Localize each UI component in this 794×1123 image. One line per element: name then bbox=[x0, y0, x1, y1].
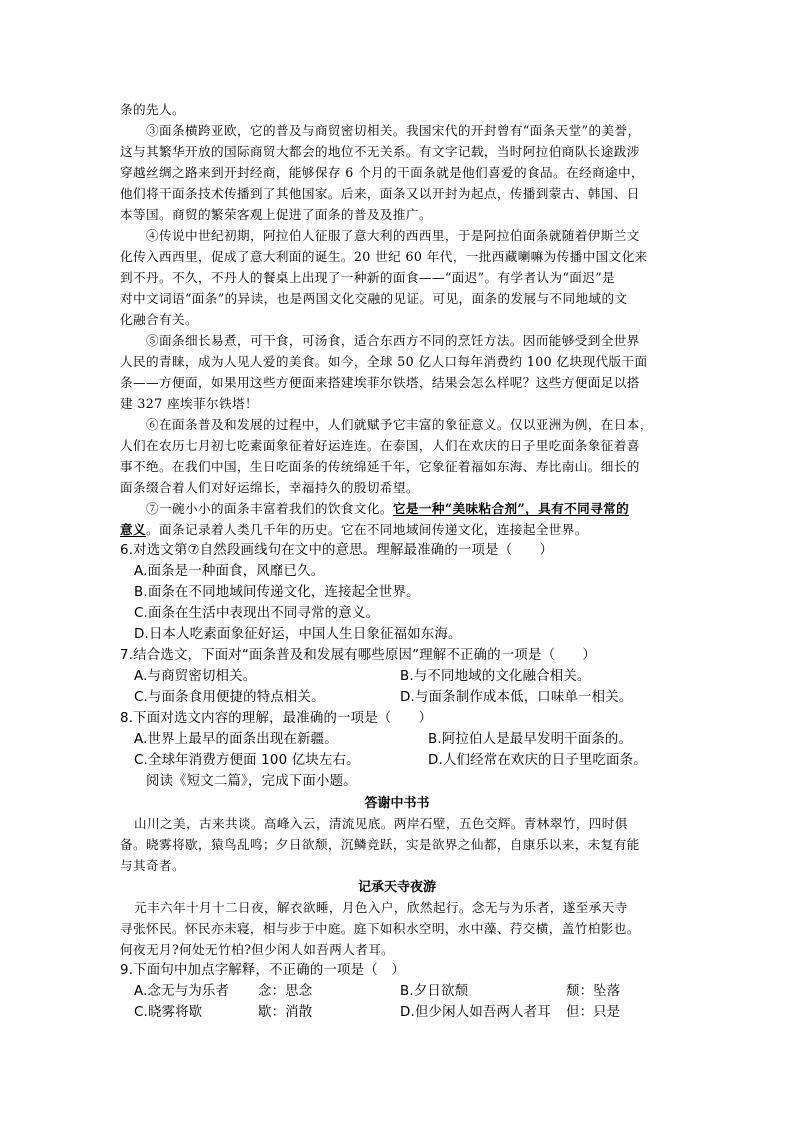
underlined-sentence: 它是一种“美味粘合剂”，具有不同寻常的 bbox=[392, 501, 630, 516]
passage-line: 他们将干面条技术传播到了其他国家。后来，面条又以开封为起点，传播到蒙古、韩国、日 bbox=[120, 186, 640, 201]
passage-line: 人民的青睐，成为人见人爱的美食。如今，全球 50 亿人口每年消费约 100 亿块现代版干面 bbox=[120, 354, 648, 369]
question-9-option-c-gloss: 歇：消散 bbox=[258, 1005, 313, 1020]
passage-line: ③面条横跨亚欧，它的普及与商贸密切相关。我国宋代的开封曾有“面条天堂”的美誉， bbox=[146, 123, 641, 138]
essay-line: 何夜无月?何处无竹柏?但少闲人如吾两人者耳。 bbox=[120, 942, 395, 957]
passage-text: 。面条记录着人类几千年的历史。它在不同地域间传递文化，连接起全世界。 bbox=[146, 522, 588, 537]
passage-line bbox=[146, 501, 629, 517]
essay-line: 与其奇者。 bbox=[120, 858, 185, 873]
question-9-option-b: B.夕日欲颓 bbox=[400, 984, 469, 999]
passage-line: 建 327 座埃菲尔铁塔！ bbox=[120, 396, 258, 411]
question-7-option-b: B.与不同地域的文化融合相关。 bbox=[400, 669, 591, 684]
passage-line: 这与其繁华开放的国际商贸大都会的地位不无关系。有文字记载，当时阿拉伯商队长途跋涉 bbox=[120, 144, 640, 159]
essay-1-title: 答谢中书书 bbox=[364, 796, 430, 811]
question-9-option-d: D.但少闲人如吾两人者耳 bbox=[400, 1005, 551, 1020]
passage-line: ⑤面条细长易煮，可干食，可汤食，适合东西方不同的烹饪方法。因而能够受到全世界 bbox=[146, 333, 640, 348]
passage-line: 面条缀合着人们对好运绵长，幸福持久的殷切希望。 bbox=[120, 480, 419, 495]
question-8-option-c: C.全球年消费方便面 100 亿块左右。 bbox=[134, 753, 360, 768]
question-8-option-b: B.阿拉伯人是最早发明干面条的。 bbox=[428, 732, 633, 747]
question-8-option-a: A.世界上最早的面条出现在新疆。 bbox=[134, 732, 338, 747]
essay-line: 山川之美，古来共谈。高峰入云，清流见底。两岸石壁，五色交辉。青林翠竹，四时俱 bbox=[134, 816, 628, 831]
passage-line: ⑥在面条普及和发展的过程中，人们就赋予它丰富的象征意义。仅以亚洲为例，在日本， bbox=[146, 417, 653, 432]
passage-text: ⑦一碗小小的面条丰富着我们的饮食文化。 bbox=[146, 501, 393, 516]
passage-line: 条的先人。 bbox=[120, 102, 185, 117]
question-7-option-a: A.与商贸密切相关。 bbox=[134, 669, 257, 684]
passage-line: 穿越丝绸之路来到开封经商，能够保存 6 个月的干面条就是他们喜爱的食品。在经商途中， bbox=[120, 165, 644, 180]
question-9-stem: 9.下面句中加点字解释，不正确的一项是（ ） bbox=[120, 963, 405, 978]
question-7-option-d: D.与面条制作成本低，口味单一相关。 bbox=[400, 690, 633, 705]
passage-line: ④传说中世纪初期，阿拉伯人征服了意大利的西西里，于是阿拉伯面条就随着伊斯兰文 bbox=[146, 228, 640, 243]
question-6-option-c: C.面条在生活中表现出不同寻常的意义。 bbox=[134, 606, 380, 621]
question-6-option-d: D.日本人吃素面象征好运，中国人生日象征福如东海。 bbox=[134, 627, 462, 642]
passage-line: 化传入西西里，促成了意大利面的诞生。20 世纪 60 年代，一批西藏喇嘛为传播中国文化来 bbox=[120, 249, 648, 264]
passage-line: 对中文词语“面条”的异读，也是两国文化交融的见证。可见，面条的发展与不同地域的文 bbox=[120, 291, 628, 306]
question-6-option-a: A.面条是一种面食，风靡已久。 bbox=[134, 564, 325, 579]
question-9-option-c: C.晓雾将歇 bbox=[134, 1005, 203, 1020]
question-7-option-c: C.与面条食用便捷的特点相关。 bbox=[134, 690, 325, 705]
question-9-option-a: A.念无与为乐者 bbox=[134, 984, 230, 999]
underlined-sentence: 意义 bbox=[120, 522, 146, 537]
essay-line: 备。晓雾将歇，猿鸟乱鸣；夕日欲颓，沉鳞竞跃，实是欲界之仙都，自康乐以来，未复有能 bbox=[120, 837, 640, 852]
passage-line: 事不绝。在我们中国，生日吃面条的传统绵延千年，它象征着福如东海、寿比南山。细长的 bbox=[120, 459, 640, 474]
passage-line: 到不丹。不久，不丹人的餐桌上出现了一种新的面食——“面迟”。有学者认为“面迟”是 bbox=[120, 270, 616, 285]
essay-2-title: 记承天寺夜游 bbox=[357, 880, 436, 895]
question-9-option-a-gloss: 念：思念 bbox=[258, 984, 313, 999]
reading-instruction: 阅读《短文二篇》，完成下面小题。 bbox=[146, 774, 357, 789]
question-6-stem: 6.对选文第⑦自然段画线句在文中的意思。理解最准确的一项是（ ） bbox=[120, 543, 554, 558]
passage-line: 条——方便面，如果用这些方便面来搭建埃菲尔铁塔，结果会怎么样呢？这些方便面足以搭 bbox=[120, 375, 640, 390]
essay-line: 元丰六年十月十二日夜，解衣欲睡，月色入户，欣然起行。念无与为乐者，遂至承天寺 bbox=[134, 900, 628, 915]
question-8-option-d: D.人们经常在欢庆的日子里吃面条。 bbox=[428, 753, 647, 768]
question-6-option-b: B.面条在不同地域间传递文化，连接起全世界。 bbox=[134, 585, 420, 600]
passage-line: 本等国。商贸的繁荣客观上促进了面条的普及及推广。 bbox=[120, 207, 432, 222]
passage-line: 化融合有关。 bbox=[120, 312, 198, 327]
question-9-option-b-gloss: 颓：坠落 bbox=[566, 984, 621, 999]
passage-line: 人们在农历七月初七吃素面象征着好运连连。在泰国，人们在欢庆的日子里吃面条象征着喜 bbox=[120, 438, 640, 453]
question-9-option-d-gloss: 但：只是 bbox=[566, 1005, 621, 1020]
question-8-stem: 8.下面对选文内容的理解，最准确的一项是（ ） bbox=[120, 711, 433, 726]
question-7-stem: 7.结合选文，下面对“面条普及和发展有哪些原因”理解不正确的一项是（ ） bbox=[120, 648, 596, 663]
essay-line: 寻张怀民。怀民亦未寝，相与步于中庭。庭下如积水空明，水中藻、荇交横，盖竹柏影也。 bbox=[120, 921, 640, 936]
passage-line bbox=[120, 522, 588, 538]
